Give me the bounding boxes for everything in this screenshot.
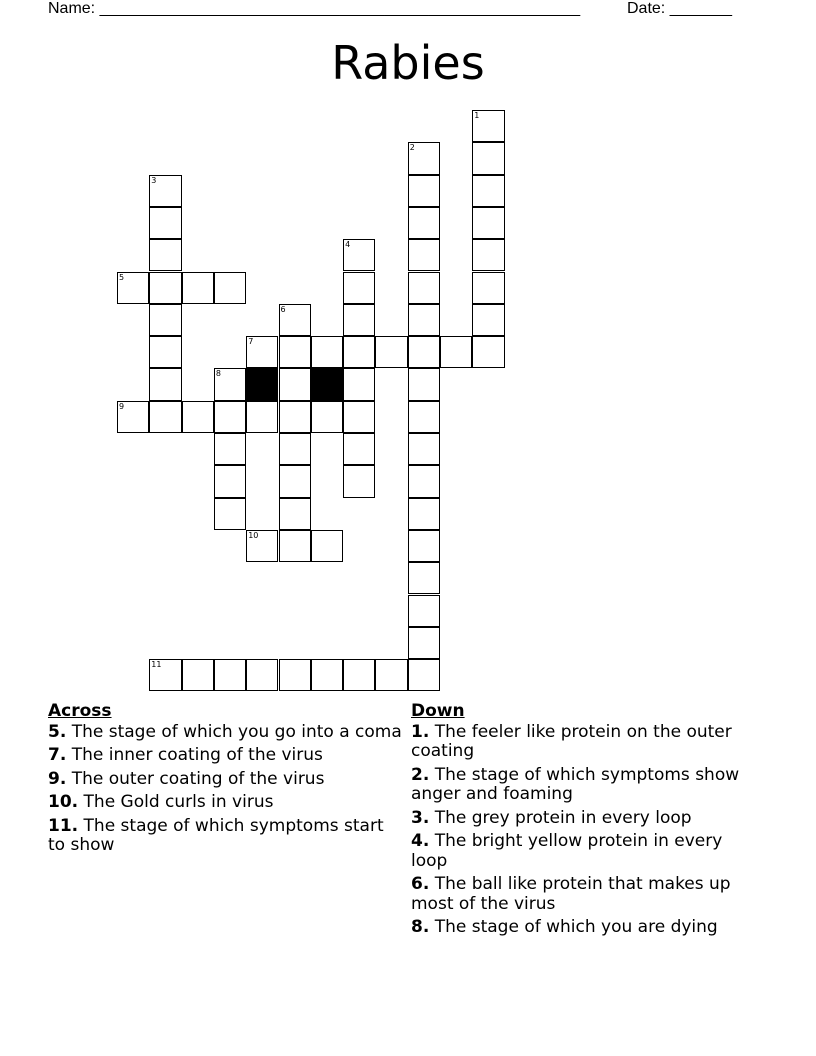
clue-text: The bright yellow protein in every loop (411, 831, 723, 871)
clue-num: 8. (411, 917, 430, 937)
grid-cell[interactable] (246, 336, 278, 368)
grid-cell[interactable] (408, 498, 440, 530)
grid-cell[interactable] (343, 465, 375, 497)
clue-num: 1. (411, 721, 430, 742)
grid-cell[interactable] (214, 433, 246, 465)
grid-cell[interactable] (408, 142, 440, 174)
grid-cell[interactable] (149, 659, 181, 691)
grid-cell[interactable] (311, 659, 343, 691)
grid-cell[interactable] (472, 336, 504, 368)
grid-cell[interactable] (279, 304, 311, 336)
grid-cell[interactable] (408, 304, 440, 336)
grid-cell[interactable] (149, 304, 181, 336)
grid-cell[interactable] (343, 239, 375, 271)
clue-number: 6 (280, 304, 286, 314)
clue-text: The Gold curls in virus (83, 792, 274, 812)
clue-text: The stage of which symptoms show anger and foaming (411, 764, 740, 804)
grid-cell[interactable] (279, 368, 311, 400)
down-clue (411, 875, 756, 914)
grid-cell[interactable] (408, 368, 440, 400)
clue-text: The stage of which you are dying (434, 917, 718, 937)
grid-cell[interactable] (311, 401, 343, 433)
down-clue (411, 832, 756, 871)
grid-cell[interactable] (214, 465, 246, 497)
clue-number: 4 (345, 240, 351, 250)
grid-cell[interactable] (279, 401, 311, 433)
grid-cell[interactable] (149, 239, 181, 271)
clue-text: The stage of which symptoms start to show (48, 815, 384, 855)
grid-cell[interactable] (182, 272, 214, 304)
clue-num: 5. (48, 721, 67, 742)
grid-cell[interactable] (408, 595, 440, 627)
down-clue (411, 809, 756, 829)
clue-text: The stage of which you go into a coma (71, 721, 402, 742)
grid-cell[interactable] (375, 336, 407, 368)
grid-cell[interactable] (343, 659, 375, 691)
grid-cell[interactable] (343, 304, 375, 336)
grid-cell[interactable] (279, 433, 311, 465)
grid-cell[interactable] (472, 272, 504, 304)
grid-cell[interactable] (279, 465, 311, 497)
grid-cell[interactable] (246, 401, 278, 433)
grid-cell[interactable] (408, 336, 440, 368)
grid-cell[interactable] (408, 433, 440, 465)
grid-cell[interactable] (279, 530, 311, 562)
clue-num: 4. (411, 831, 430, 851)
grid-cell[interactable] (214, 498, 246, 530)
clue-num: 11. (48, 815, 79, 836)
grid-cell[interactable] (472, 207, 504, 239)
down-clue (411, 723, 756, 762)
grid-cell[interactable] (149, 401, 181, 433)
down-clue (411, 918, 756, 938)
clue-num: 6. (411, 874, 430, 894)
grid-cell[interactable] (408, 562, 440, 594)
grid-cell[interactable] (182, 401, 214, 433)
grid-cell[interactable] (214, 659, 246, 691)
clue-number: 9 (119, 401, 125, 411)
date-field: Date: _______ (627, 0, 732, 17)
clue-num: 7. (48, 745, 67, 765)
clue-text: The inner coating of the virus (71, 745, 323, 765)
grid-cell[interactable] (408, 239, 440, 271)
across-heading: Across (48, 701, 112, 721)
clue-num: 9. (48, 768, 67, 789)
grid-cell[interactable] (214, 368, 246, 400)
grid-cell[interactable] (375, 659, 407, 691)
grid-cell[interactable] (149, 207, 181, 239)
grid-cell[interactable] (149, 368, 181, 400)
grid-cell[interactable] (472, 239, 504, 271)
clue-number: 3 (151, 175, 157, 185)
grid-cell[interactable] (440, 336, 472, 368)
grid-cell[interactable] (408, 627, 440, 659)
grid-cell[interactable] (311, 530, 343, 562)
grid-cell[interactable] (246, 659, 278, 691)
grid-cell[interactable] (472, 175, 504, 207)
clue-number: 5 (119, 272, 125, 282)
grid-cell[interactable] (149, 175, 181, 207)
grid-cell[interactable] (472, 304, 504, 336)
clue-num: 2. (411, 764, 430, 785)
grid-cell[interactable] (311, 336, 343, 368)
grid-cell[interactable] (408, 175, 440, 207)
clue-number: 2 (409, 143, 415, 153)
clue-text: The ball like protein that makes up most of the virus (411, 874, 731, 914)
grid-cell[interactable] (343, 272, 375, 304)
page-title: Rabies (331, 36, 485, 90)
grid-cell[interactable] (343, 401, 375, 433)
down-clue (411, 766, 756, 805)
grid-cell[interactable] (472, 110, 504, 142)
clue-number: 11 (151, 660, 162, 670)
grid-cell[interactable] (408, 530, 440, 562)
across-clue (48, 723, 403, 743)
grid-cell[interactable] (408, 272, 440, 304)
clue-number: 1 (474, 111, 480, 120)
across-clue (48, 793, 403, 813)
grid-cell[interactable] (182, 659, 214, 691)
grid-cell[interactable] (279, 659, 311, 691)
clue-num: 10. (48, 792, 79, 812)
across-clues (48, 702, 403, 860)
clue-number: 10 (248, 530, 259, 540)
black-cell (246, 368, 278, 400)
clue-text: The feeler like protein on the outer coating (411, 721, 732, 761)
down-heading: Down (411, 701, 465, 721)
grid-cell[interactable] (214, 272, 246, 304)
clue-num: 3. (411, 807, 430, 828)
across-clue (48, 746, 403, 766)
grid-cell[interactable] (246, 530, 278, 562)
black-cell (311, 368, 343, 400)
clue-number: 8 (215, 369, 221, 379)
grid-cell[interactable] (408, 401, 440, 433)
grid-cell[interactable] (279, 336, 311, 368)
across-clue (48, 817, 403, 856)
grid-cell[interactable] (214, 401, 246, 433)
clue-number: 7 (248, 337, 254, 347)
grid-cell[interactable] (408, 465, 440, 497)
grid-cell[interactable] (408, 659, 440, 691)
grid-cell[interactable] (279, 498, 311, 530)
clue-text: The grey protein in every loop (434, 807, 692, 828)
grid-cell[interactable] (343, 368, 375, 400)
grid-cell[interactable] (117, 401, 149, 433)
across-clue (48, 770, 403, 790)
grid-cell[interactable] (408, 207, 440, 239)
grid-cell[interactable] (117, 272, 149, 304)
grid-cell[interactable] (149, 272, 181, 304)
grid-cell[interactable] (343, 433, 375, 465)
name-field: Name: ______________________________________________________ (48, 0, 581, 17)
grid-cell[interactable] (149, 336, 181, 368)
grid-cell[interactable] (343, 336, 375, 368)
grid-cell[interactable] (472, 142, 504, 174)
down-clues (411, 702, 756, 942)
clue-text: The outer coating of the virus (71, 768, 325, 789)
